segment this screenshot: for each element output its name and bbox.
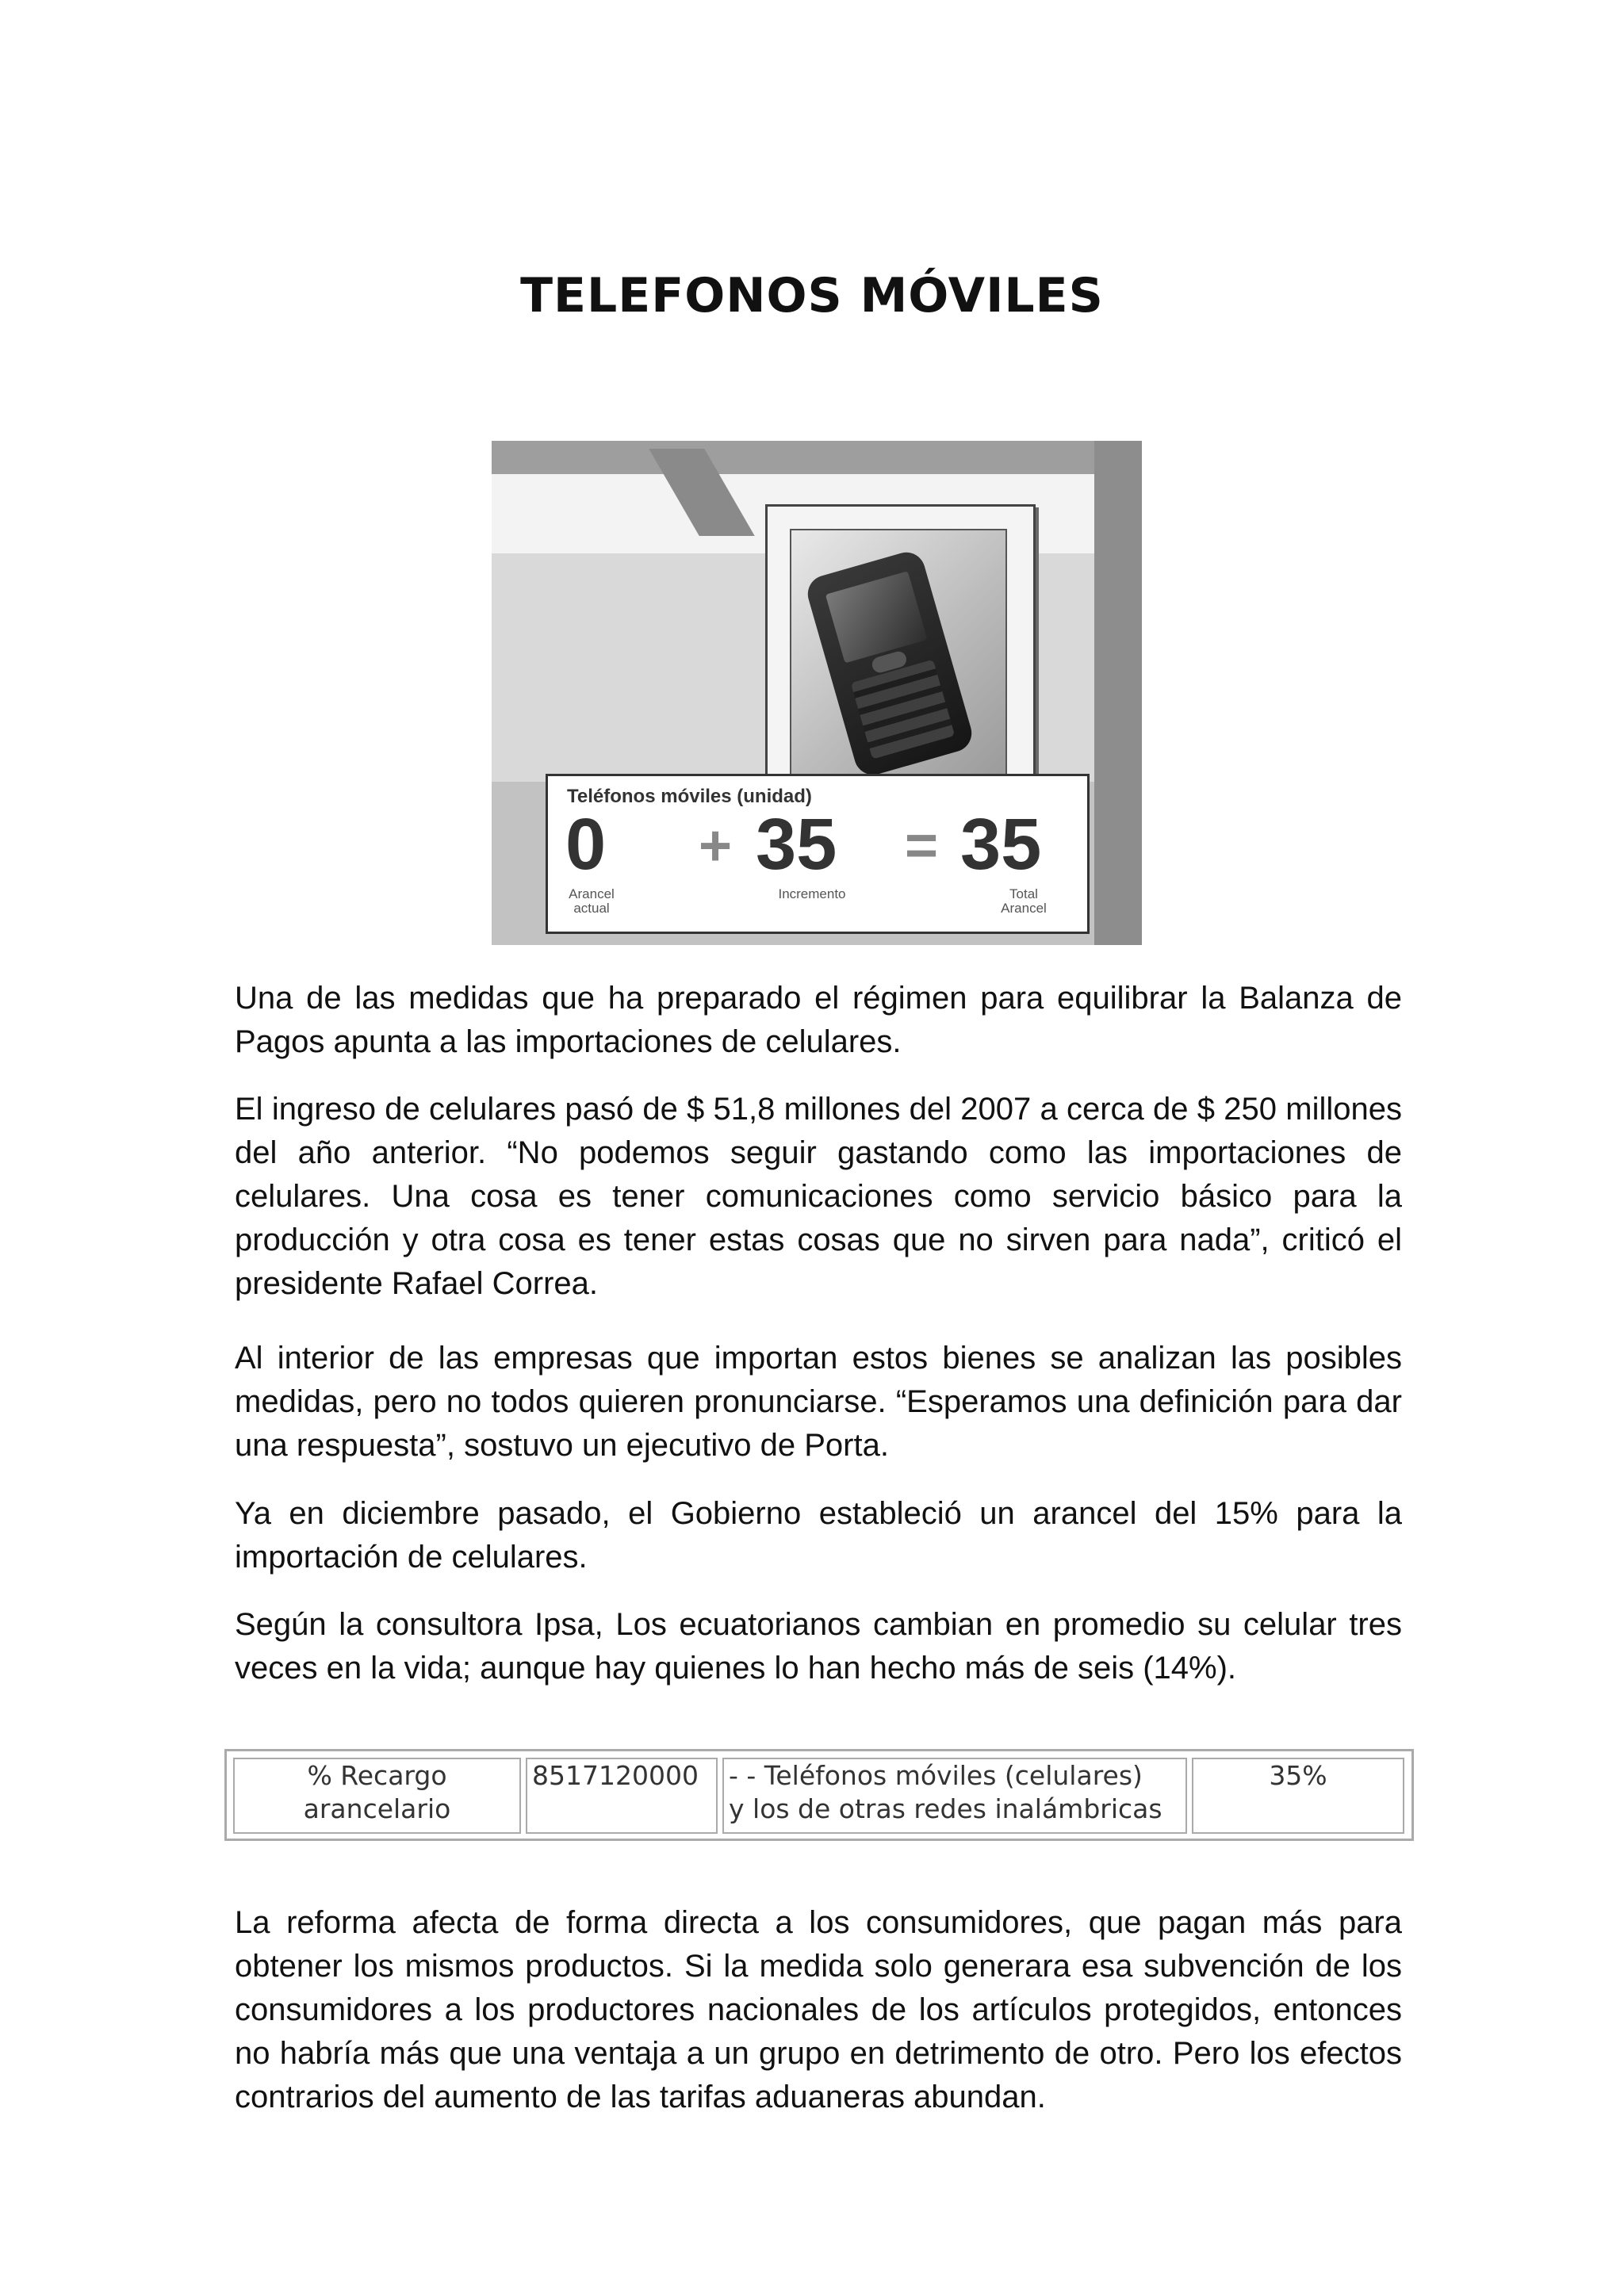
caption-line: Arancel bbox=[569, 886, 615, 901]
plus-sign: + bbox=[699, 814, 733, 878]
current-tariff-value: 0 bbox=[565, 804, 607, 885]
tariff-description-cell bbox=[722, 1758, 1187, 1834]
tariff-equation-card bbox=[546, 774, 1090, 934]
infographic-background-band bbox=[492, 441, 1142, 474]
cell-line: 8517120000 bbox=[532, 1760, 699, 1791]
caption-line: Arancel bbox=[1001, 901, 1047, 916]
tariff-rate-cell bbox=[1192, 1758, 1404, 1834]
caption-line: actual bbox=[573, 901, 610, 916]
tariff-table bbox=[224, 1749, 1414, 1841]
mobile-phone-icon bbox=[803, 548, 976, 778]
tariff-code-cell bbox=[526, 1758, 718, 1834]
increment-value: 35 bbox=[756, 804, 837, 885]
total-tariff-caption bbox=[988, 887, 1059, 916]
paragraph: Ya en diciembre pasado, el Gobierno estableció un arancel del 15% para la importación de celulares. bbox=[235, 1496, 1402, 1575]
current-tariff-caption bbox=[556, 887, 627, 916]
paragraph: La reforma afecta de forma directa a los consumidores, que pagan más para obtener los mismos productos. Si la medida solo generara esa subvención de los consumidores a los productores nacionales de los artículos protegidos, entonces no habría más que una ventaja a un grupo en detrimento de otro. Pero los efectos contrarios del aumento de las tarifas aduaneras abundan. bbox=[235, 1905, 1402, 2114]
cell-line: y los de otras redes inalámbricas bbox=[729, 1793, 1162, 1824]
cell-line: arancelario bbox=[303, 1793, 451, 1824]
cell-line: - - Teléfonos móviles (celulares) bbox=[729, 1760, 1143, 1791]
increment-caption: Incremento bbox=[778, 886, 846, 901]
caption-line: Total bbox=[1009, 886, 1038, 901]
phone-keypad bbox=[851, 660, 955, 760]
equation-label: Teléfonos móviles (unidad) bbox=[567, 786, 812, 807]
infographic-side-strip bbox=[1094, 441, 1142, 945]
cell-line: 35% bbox=[1269, 1760, 1327, 1791]
cell-line: % Recargo bbox=[307, 1760, 447, 1791]
phone-photo bbox=[790, 529, 1007, 778]
equals-sign: = bbox=[905, 814, 939, 878]
paragraph: Una de las medidas que ha preparado el régimen para equilibrar la Balanza de Pagos apunta a las importaciones de celulares. bbox=[235, 981, 1402, 1059]
page-title: TELEFONOS MÓVILES bbox=[520, 268, 1104, 323]
tariff-type-cell bbox=[233, 1758, 521, 1834]
total-tariff-value: 35 bbox=[960, 804, 1042, 885]
paragraph: El ingreso de celulares pasó de $ 51,8 millones del 2007 a cerca de $ 250 millones del año anterior. “No podemos seguir gastando como las importaciones de celulares. Una cosa es tener comunicaciones como servicio básico para la producción y otra cosa es tener estas cosas que no sirven para nada”, criticó el presidente Rafael Correa. bbox=[235, 1092, 1402, 1301]
paragraph: Al interior de las empresas que importan estos bienes se analizan las posibles medidas, pero no todos quieren pronunciarse. “Esperamos una definición para dar una respuesta”, sostuvo un ejecutivo de Porta. bbox=[235, 1341, 1402, 1463]
paragraph: Según la consultora Ipsa, Los ecuatorianos cambian en promedio su celular tres veces en la vida; aunque hay quienes lo han hecho más de seis (14%). bbox=[235, 1607, 1402, 1686]
tariff-infographic bbox=[492, 441, 1142, 945]
phone-screen bbox=[825, 571, 928, 663]
